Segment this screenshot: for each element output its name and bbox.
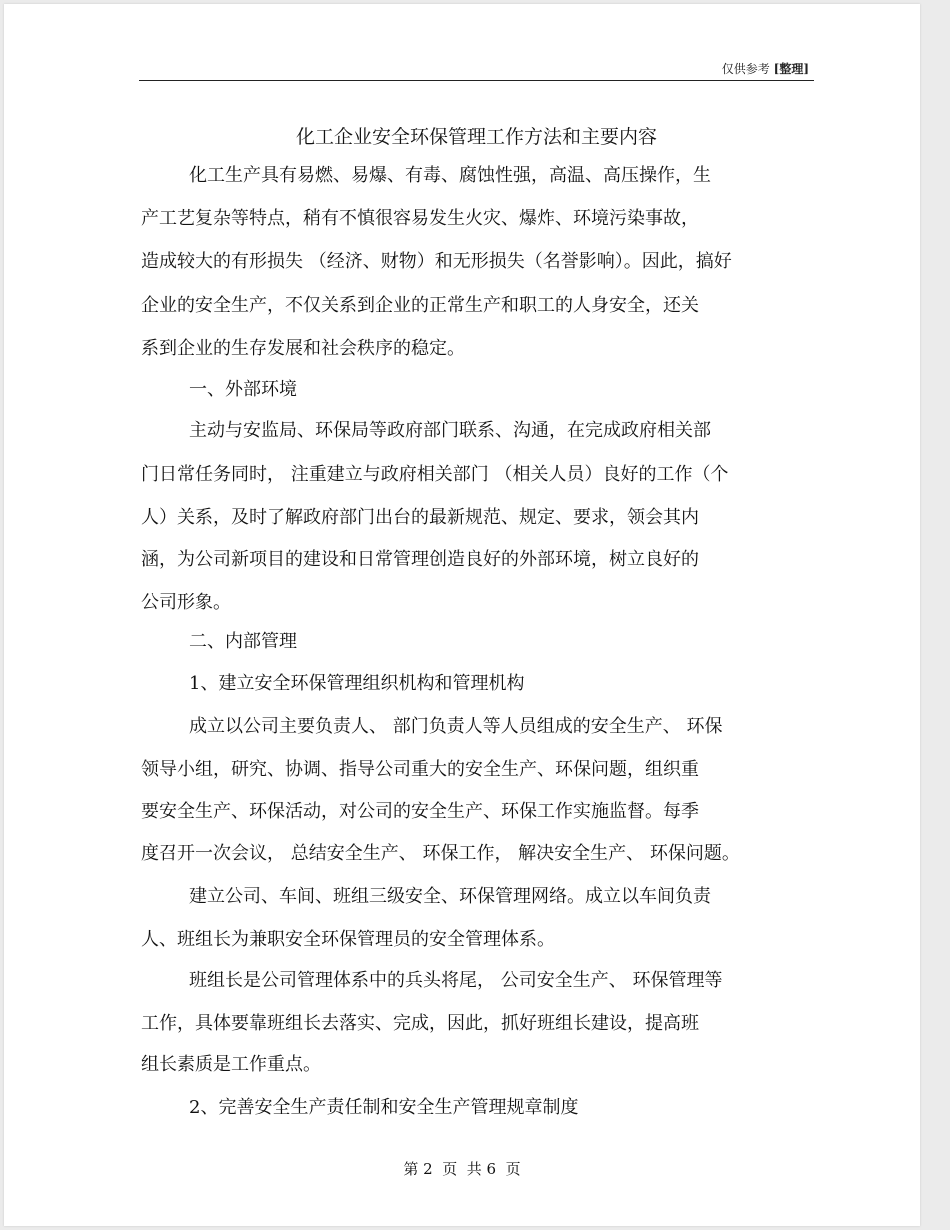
- body-line: 要安全生产、环保活动，对公司的安全生产、环保工作实施监督。每季: [141, 801, 699, 822]
- body-line: 化工生产具有易燃、易爆、有毒、腐蚀性强，高温、高压操作，生: [189, 165, 711, 186]
- body-line: 企业的安全生产，不仅关系到企业的正常生产和职工的人身安全，还关: [141, 295, 699, 316]
- body-line: 建立公司、车间、班组三级安全、环保管理网络。成立以车间负责: [189, 886, 711, 907]
- body-line: 成立以公司主要负责人、 部门负责人等人员组成的安全生产、 环保: [189, 716, 723, 737]
- subsection-heading: 2、完善安全生产责任制和安全生产管理规章制度: [189, 1097, 579, 1118]
- header-tag: [整理]: [773, 62, 809, 76]
- body-line: 涵，为公司新项目的建设和日常管理创造良好的外部环境，树立良好的: [141, 549, 699, 570]
- section-heading: 二、内部管理: [189, 631, 297, 652]
- page-header: [722, 60, 809, 77]
- subsection-heading: 1、建立安全环保管理组织机构和管理机构: [189, 673, 525, 694]
- document-title: 化工企业安全环保管理工作方法和主要内容: [295, 126, 657, 148]
- body-line: 门日常任务同时， 注重建立与政府相关部门 （相关人员）良好的工作（个: [141, 464, 729, 485]
- body-line: 工作，具体要靠班组长去落实、完成，因此，抓好班组长建设，提高班: [141, 1013, 699, 1034]
- header-note: 仅供参考: [721, 62, 770, 76]
- body-line: 度召开一次会议， 总结安全生产、 环保工作， 解决安全生产、 环保问题。: [141, 843, 740, 864]
- body-line: 公司形象。: [141, 592, 231, 613]
- header-rule: [139, 80, 814, 81]
- section-heading: 一、外部环境: [189, 379, 297, 400]
- page-footer: 第 2 页 共 6 页: [403, 1160, 521, 1178]
- body-line: 领导小组，研究、协调、指导公司重大的安全生产、环保问题，组织重: [141, 759, 699, 780]
- body-line: 主动与安监局、环保局等政府部门联系、沟通，在完成政府相关部: [189, 420, 711, 441]
- body-line: 人、班组长为兼职安全环保管理员的安全管理体系。: [141, 929, 555, 950]
- body-line: 班组长是公司管理体系中的兵头将尾， 公司安全生产、 环保管理等: [189, 970, 723, 991]
- body-line: 产工艺复杂等特点，稍有不慎很容易发生火灾、爆炸、环境污染事故，: [141, 208, 699, 229]
- body-line: 系到企业的生存发展和社会秩序的稳定。: [141, 338, 465, 359]
- body-line: 造成较大的有形损失 （经济、财物）和无形损失（名誉影响）。因此，搞好: [141, 251, 732, 272]
- body-line: 组长素质是工作重点。: [141, 1054, 321, 1075]
- body-line: 人）关系，及时了解政府部门出台的最新规范、规定、要求，领会其内: [141, 507, 699, 528]
- document-page: [4, 4, 920, 1226]
